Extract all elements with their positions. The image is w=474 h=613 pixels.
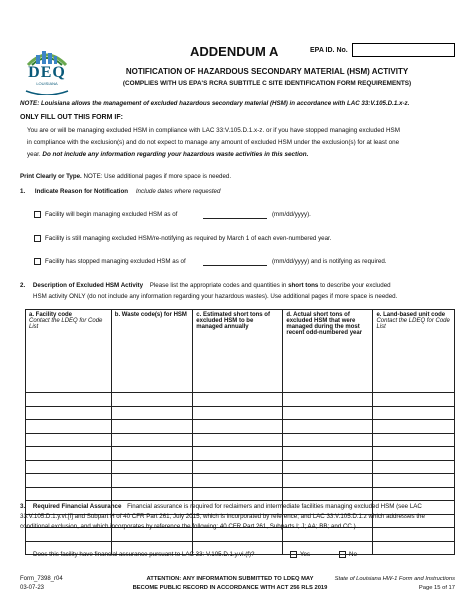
- stopped-date-field[interactable]: [203, 265, 267, 266]
- table-row: [26, 487, 455, 501]
- option-stopped-label: Facility has stopped managing excluded HSM as of: [45, 258, 186, 265]
- print-instruction: [20, 173, 231, 180]
- section3-title: Required Financial Assurance: [32, 503, 122, 510]
- section1-heading: [20, 188, 220, 195]
- option-begin-checkbox[interactable]: [34, 211, 41, 218]
- table-row: [26, 420, 455, 434]
- addendum-title: ADDENDUM A: [190, 44, 279, 59]
- footer-right: [300, 575, 455, 593]
- only-fill-line3-a: year.: [27, 151, 41, 158]
- print-rest: NOTE: Use additional pages if more space is needed.: [83, 173, 232, 180]
- financial-assurance-question: Does this facility have financial assurance pursuant to LAC 33: V.105.D.1.y.vi.(f)?: [33, 551, 255, 558]
- only-fill-line1: You are or will be managing excluded HSM in compliance with LAC 33:V.105.D.1.x-z. or if you have stopped managing excluded HSM: [27, 127, 401, 134]
- section3-num: 3.: [20, 503, 26, 510]
- table-row: [26, 393, 455, 407]
- no-checkbox[interactable]: [339, 551, 346, 558]
- table-row: [26, 460, 455, 474]
- option-still-label: Facility is still managing excluded HSM/re-notifying as required by March 1 of each even-numbered year.: [45, 235, 332, 242]
- table-row: [26, 406, 455, 420]
- footer-form-title: State of Louisiana HW-1 Form and Instructions: [334, 576, 455, 582]
- option-begin-suffix: (mm/dd/yyyy).: [272, 211, 311, 218]
- section3-block: [20, 502, 450, 532]
- yes-checkbox[interactable]: [290, 551, 297, 558]
- table-header-row: [26, 310, 455, 393]
- col-facility-code: a. Facility code Contact the LDEQ for Code List: [26, 310, 112, 393]
- only-fill-line2: in compliance with the exclusion(s) and do not expect to manage any amount of excluded HSM under the exclusion(s) for at least one: [27, 139, 400, 146]
- page-number: Page 15 of 17: [418, 585, 455, 591]
- footer-left: [20, 575, 63, 593]
- form-date: 03-07-23: [20, 585, 45, 591]
- print-bold: Print Clearly or Type.: [20, 173, 82, 180]
- section2-heading: [20, 282, 460, 289]
- option-stopped-checkbox[interactable]: [34, 258, 41, 265]
- table-row: [26, 433, 455, 447]
- footer-attention: ATTENTION: ANY INFORMATION SUBMITTED TO LDEQ MAY BECOME PUBLIC RECORD IN ACCORDANCE WITH ACT 256 RLS 2019: [132, 576, 328, 591]
- section2-text-bold: short tons: [288, 282, 319, 289]
- note-text: NOTE: Louisiana allows the management of excluded hazardous secondary material (HSM) in accordance with LAC 33:V.105.D.1.x-z.: [20, 100, 410, 107]
- yes-label: Yes: [300, 551, 311, 558]
- table-row: [26, 474, 455, 488]
- logo-subtext: LOUISIANA: [36, 81, 58, 86]
- option-still-checkbox[interactable]: [34, 235, 41, 242]
- section1-hint: Include dates where requested: [135, 188, 221, 195]
- epa-id-field[interactable]: [352, 43, 455, 57]
- only-fill-heading: ONLY FILL OUT THIS FORM IF:: [20, 114, 123, 121]
- option-stopped-suffix: (mm/dd/yyyy) and is notifying as required.: [272, 258, 387, 265]
- section3-text: Financial assurance is required for reclaimers and intermediate facilities managing excluded HSM (see LAC 33:V.105.D.1.y.vi.[f] and Subpart H of 40 CFR Part 261, July 2015, which is incorporated by reference; and LAC 33:V.105.D.1.z which addresses the conditional exclusion, and which incorporates by reference the following: 40 CFR Part 261, Subparts I; J; AA; BB; and CC.): [20, 503, 425, 530]
- only-fill-line3-b: Do not include any information regarding your hazardous waste activities in this section.: [42, 151, 309, 158]
- section2-text-a: Please list the appropriate codes and quantities in: [149, 282, 287, 289]
- no-label: No: [349, 551, 357, 558]
- begin-date-field[interactable]: [203, 218, 267, 219]
- section2-title: Description of Excluded HSM Activity: [32, 282, 144, 289]
- epa-id-label: EPA ID. No.: [310, 47, 348, 54]
- section2-num: 2.: [20, 282, 26, 289]
- section1-num: 1.: [20, 188, 26, 195]
- col-actual-tons: d. Actual short tons of excluded HSM that were managed during the most recent odd-numbered year: [283, 310, 373, 393]
- section2-text-b: to describe your excluded: [320, 282, 391, 289]
- section1-title: Indicate Reason for Notification: [34, 188, 129, 195]
- col-waste-code: b. Waste code(s) for HSM: [111, 310, 193, 393]
- form-title: NOTIFICATION OF HAZARDOUS SECONDARY MATERIAL (HSM) ACTIVITY: [125, 67, 409, 76]
- section2-line2: HSM activity ONLY (do not include any information regarding your hazardous wastes). Use additional pages if more space is needed.: [33, 293, 398, 300]
- only-fill-line3: [27, 149, 457, 161]
- table-row: [26, 447, 455, 461]
- form-subtitle: (COMPLIES WITH US EPA'S RCRA SUBTITLE C SITE IDENTIFICATION FORM REQUIREMENTS): [122, 80, 412, 87]
- col-estimated-tons: c. Estimated short tons of excluded HSM to be managed annually: [193, 310, 283, 393]
- col-land-unit-code: e. Land-based unit code Contact the LDEQ for Code List: [373, 310, 455, 393]
- form-number: Form_7398_r04: [20, 576, 63, 582]
- logo-text: DEQ: [28, 64, 66, 81]
- option-begin-label: Facility will begin managing excluded HSM as of: [45, 211, 178, 218]
